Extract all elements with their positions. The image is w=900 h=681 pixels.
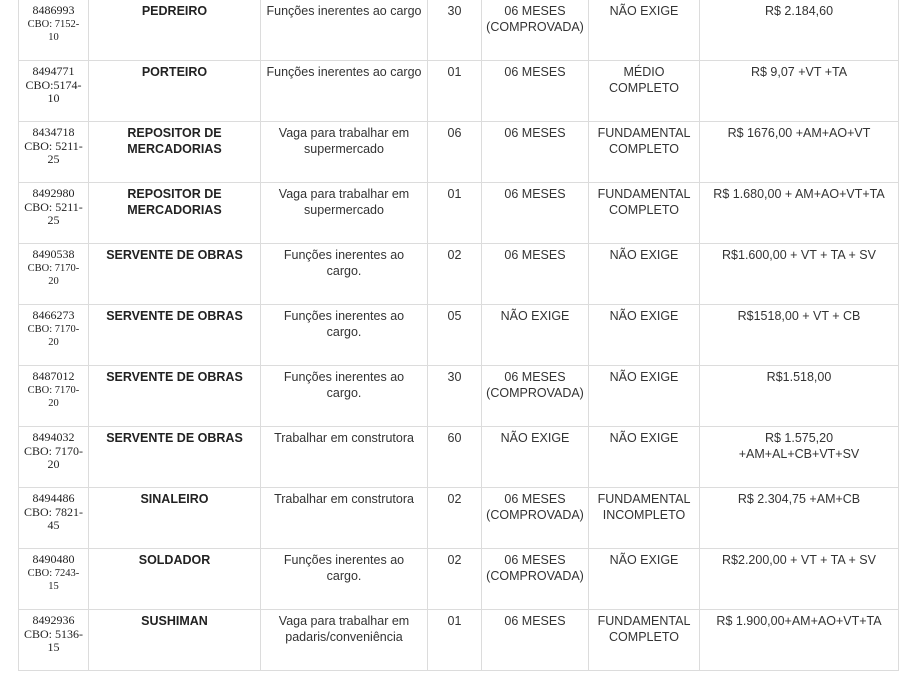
education-cell: [589, 244, 700, 305]
experience-line: 06 MESES: [504, 370, 566, 384]
vacancy-quantity-cell: 02: [428, 549, 482, 610]
job-title-line: SINALEIRO: [140, 492, 209, 506]
vacancy-code-cell: [19, 305, 89, 366]
job-description-cell: [261, 610, 428, 671]
vacancy-code: 8492980: [32, 186, 75, 200]
job-title-cell: [89, 488, 261, 549]
education-line: NÃO EXIGE: [609, 431, 679, 445]
experience-line: 06 MESES: [504, 126, 566, 140]
cbo-code: CBO:5174-10: [25, 77, 82, 105]
job-title-line: SERVENTE DE OBRAS: [106, 431, 243, 445]
experience-line: 06 MESES: [504, 614, 566, 628]
experience-cell: [482, 610, 589, 671]
education-line: FUNDAMENTAL: [597, 126, 691, 140]
job-title-cell: [89, 61, 261, 122]
vacancy-code: 8490480: [32, 552, 75, 566]
vacancy-code: 8487012: [32, 369, 75, 383]
experience-line: (COMPROVADA): [486, 568, 584, 583]
job-description-line: Funções inerentes ao cargo: [266, 65, 422, 79]
job-description-cell: [261, 305, 428, 366]
job-description-line: supermercado: [304, 202, 384, 217]
salary-line: R$1.600,00 + VT + TA + SV: [722, 248, 876, 262]
experience-cell: [482, 61, 589, 122]
salary-line: R$ 1.900,00+AM+AO+VT+TA: [716, 614, 882, 628]
experience-line: 06 MESES: [504, 65, 566, 79]
experience-line: 06 MESES: [504, 187, 566, 201]
job-description-cell: [261, 488, 428, 549]
vacancy-quantity-cell: 30: [428, 0, 482, 61]
job-description-cell: [261, 366, 428, 427]
job-title-cell: [89, 549, 261, 610]
education-cell: [589, 122, 700, 183]
job-description-line: supermercado: [304, 141, 384, 156]
job-description-line: Funções inerentes ao cargo.: [283, 370, 405, 400]
job-description-cell: [261, 122, 428, 183]
job-description-line: Funções inerentes ao cargo.: [283, 248, 405, 278]
vacancy-code: 8494771: [32, 64, 75, 78]
job-rows: [19, 0, 899, 671]
job-title-cell: [89, 0, 261, 61]
salary-line: +AM+AL+CB+VT+SV: [738, 446, 860, 461]
job-description-cell: [261, 549, 428, 610]
job-description-cell: [261, 427, 428, 488]
vacancy-quantity-cell: 01: [428, 61, 482, 122]
salary-line: R$ 1.575,20: [764, 431, 834, 445]
salary-cell: [700, 488, 899, 549]
education-cell: [589, 0, 700, 61]
job-title-cell: [89, 122, 261, 183]
cbo-code: CBO: 7821-45: [23, 504, 83, 532]
job-title-cell: [89, 366, 261, 427]
experience-cell: [482, 122, 589, 183]
cbo-code: CBO: 5211-25: [24, 138, 83, 166]
job-description-line: Funções inerentes ao cargo.: [283, 309, 405, 339]
experience-cell: [482, 305, 589, 366]
cbo-code: CBO: 5136-15: [23, 626, 83, 654]
education-line: NÃO EXIGE: [609, 248, 679, 262]
experience-cell: [482, 549, 589, 610]
job-title-cell: [89, 427, 261, 488]
experience-cell: [482, 488, 589, 549]
experience-cell: [482, 427, 589, 488]
salary-line: R$ 1676,00 +AM+AO+VT: [727, 126, 871, 140]
salary-cell: [700, 427, 899, 488]
vacancy-code-cell: [19, 0, 89, 61]
salary-line: R$1.518,00: [766, 370, 832, 384]
table-row: [19, 61, 899, 122]
job-description-cell: [261, 183, 428, 244]
job-title-line: REPOSITOR DE: [127, 126, 222, 140]
cbo-code: CBO: 5211-25: [24, 199, 83, 227]
table-row: [19, 549, 899, 610]
experience-line: (COMPROVADA): [486, 385, 584, 400]
vacancy-code-cell: [19, 427, 89, 488]
cbo-code: CBO: 7170-20: [23, 443, 83, 471]
experience-line: 06 MESES: [504, 492, 566, 506]
vacancy-code-cell: [19, 61, 89, 122]
vacancy-code: 8494486: [32, 491, 75, 505]
education-line: COMPLETO: [609, 629, 679, 644]
education-cell: [589, 305, 700, 366]
job-title-line: MERCADORIAS: [127, 141, 222, 156]
vacancy-code: 8492936: [32, 613, 75, 627]
job-title-line: PORTEIRO: [141, 65, 208, 79]
salary-cell: [700, 305, 899, 366]
salary-line: R$2.200,00 + VT + TA + SV: [722, 553, 876, 567]
salary-cell: [700, 549, 899, 610]
job-description-line: padaris/conveniência: [285, 629, 403, 644]
experience-line: (COMPROVADA): [486, 19, 584, 34]
experience-line: 06 MESES: [504, 4, 566, 18]
education-cell: [589, 366, 700, 427]
salary-cell: [700, 0, 899, 61]
salary-cell: [700, 366, 899, 427]
education-line: INCOMPLETO: [602, 507, 686, 522]
vacancy-quantity-cell: 02: [428, 488, 482, 549]
table-row: [19, 427, 899, 488]
education-cell: [589, 183, 700, 244]
experience-line: 06 MESES: [504, 248, 566, 262]
vacancy-quantity-cell: 02: [428, 244, 482, 305]
job-description-line: Trabalhar em construtora: [274, 492, 414, 506]
education-line: NÃO EXIGE: [609, 553, 679, 567]
education-line: COMPLETO: [609, 80, 679, 95]
job-title-line: SERVENTE DE OBRAS: [106, 248, 243, 262]
job-title-cell: [89, 183, 261, 244]
job-title-line: SUSHIMAN: [141, 614, 208, 628]
education-line: NÃO EXIGE: [609, 370, 679, 384]
table-row: [19, 183, 899, 244]
job-description-line: Vaga para trabalhar em: [278, 187, 410, 201]
experience-cell: [482, 366, 589, 427]
education-line: NÃO EXIGE: [609, 309, 679, 323]
vacancy-quantity-cell: 06: [428, 122, 482, 183]
table-row: [19, 610, 899, 671]
cbo-code: CBO: 7170-20: [27, 323, 80, 348]
vacancy-quantity-cell: 05: [428, 305, 482, 366]
experience-line: (COMPROVADA): [486, 507, 584, 522]
education-line: COMPLETO: [609, 141, 679, 156]
vacancy-quantity-cell: 60: [428, 427, 482, 488]
table-row: [19, 0, 899, 61]
job-title-cell: [89, 244, 261, 305]
job-description-cell: [261, 244, 428, 305]
vacancy-code-cell: [19, 549, 89, 610]
vacancy-code-cell: [19, 122, 89, 183]
education-cell: [589, 61, 700, 122]
vacancy-code: 8434718: [32, 125, 75, 139]
education-line: NÃO EXIGE: [609, 4, 679, 18]
vacancy-code-cell: [19, 488, 89, 549]
cbo-code: CBO: 7152-10: [27, 18, 80, 43]
job-description-line: Funções inerentes ao cargo: [266, 4, 422, 18]
vacancy-code-cell: [19, 366, 89, 427]
table-row: [19, 305, 899, 366]
vacancy-code: 8486993: [32, 3, 75, 17]
cbo-code: CBO: 7170-20: [27, 262, 80, 287]
job-title-line: SERVENTE DE OBRAS: [106, 370, 243, 384]
education-line: FUNDAMENTAL: [597, 614, 691, 628]
table-row: [19, 122, 899, 183]
vacancy-quantity-cell: 01: [428, 183, 482, 244]
cbo-code: CBO: 7170-20: [27, 384, 80, 409]
education-line: MÉDIO: [623, 65, 665, 79]
table-row: [19, 244, 899, 305]
vacancy-quantity-cell: 01: [428, 610, 482, 671]
vacancy-code: 8466273: [32, 308, 75, 322]
job-vacancies-table: [18, 0, 899, 671]
education-cell: [589, 610, 700, 671]
salary-cell: [700, 183, 899, 244]
job-description-line: Vaga para trabalhar em: [278, 126, 410, 140]
vacancy-code: 8490538: [32, 247, 75, 261]
salary-line: R$1518,00 + VT + CB: [737, 309, 861, 323]
experience-line: NÃO EXIGE: [500, 431, 570, 445]
experience-cell: [482, 183, 589, 244]
education-cell: [589, 427, 700, 488]
education-cell: [589, 549, 700, 610]
education-line: FUNDAMENTAL: [597, 492, 691, 506]
salary-cell: [700, 610, 899, 671]
job-description-line: Vaga para trabalhar em: [278, 614, 410, 628]
education-cell: [589, 488, 700, 549]
education-line: COMPLETO: [609, 202, 679, 217]
job-description-cell: [261, 61, 428, 122]
job-description-cell: [261, 0, 428, 61]
job-title-line: SOLDADOR: [138, 553, 211, 567]
job-title-cell: [89, 305, 261, 366]
salary-cell: [700, 61, 899, 122]
table-row: [19, 488, 899, 549]
job-title-line: SERVENTE DE OBRAS: [106, 309, 243, 323]
job-title-line: MERCADORIAS: [127, 202, 222, 217]
salary-cell: [700, 244, 899, 305]
vacancy-code-cell: [19, 244, 89, 305]
vacancy-code-cell: [19, 610, 89, 671]
job-description-line: Funções inerentes ao cargo.: [283, 553, 405, 583]
experience-line: 06 MESES: [504, 553, 566, 567]
table-row: [19, 366, 899, 427]
vacancy-code-cell: [19, 183, 89, 244]
cbo-code: CBO: 7243-15: [27, 567, 80, 592]
job-title-cell: [89, 610, 261, 671]
job-description-line: Trabalhar em construtora: [274, 431, 414, 445]
salary-line: R$ 2.304,75 +AM+CB: [737, 492, 861, 506]
job-title-line: REPOSITOR DE: [127, 187, 222, 201]
experience-line: NÃO EXIGE: [500, 309, 570, 323]
salary-line: R$ 1.680,00 + AM+AO+VT+TA: [713, 187, 885, 201]
experience-cell: [482, 244, 589, 305]
salary-line: R$ 2.184,60: [764, 4, 834, 18]
vacancy-quantity-cell: 30: [428, 366, 482, 427]
salary-line: R$ 9,07 +VT +TA: [750, 65, 848, 79]
job-title-line: PEDREIRO: [141, 4, 208, 18]
salary-cell: [700, 122, 899, 183]
experience-cell: [482, 0, 589, 61]
vacancy-code: 8494032: [32, 430, 75, 444]
education-line: FUNDAMENTAL: [597, 187, 691, 201]
